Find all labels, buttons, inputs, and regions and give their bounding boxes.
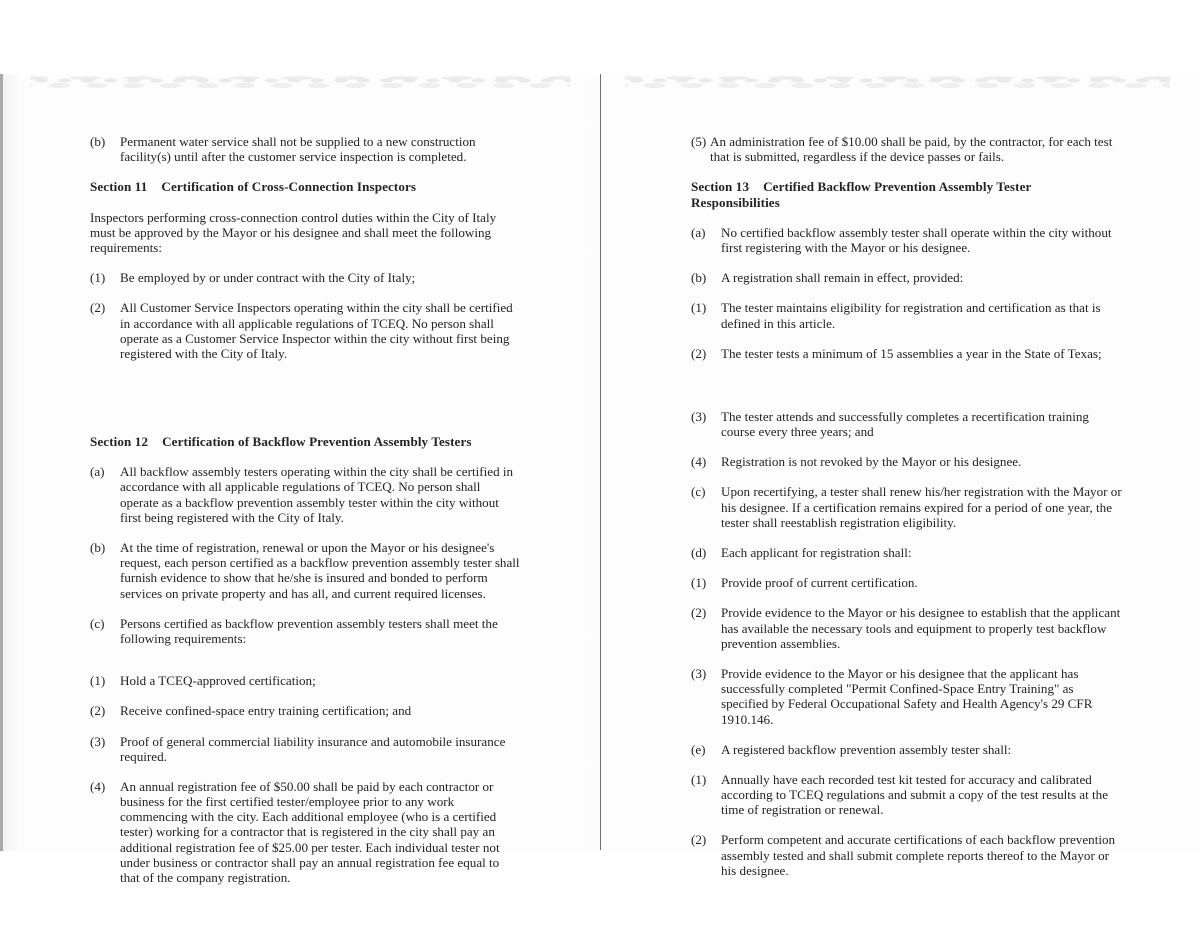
numbered-paragraph	[691, 409, 1123, 439]
numbered-paragraph	[90, 464, 522, 525]
paragraph-label: (a)	[90, 464, 105, 480]
paragraph-label: (b)	[90, 134, 106, 149]
numbered-paragraph	[691, 772, 1123, 818]
paragraph-text: Provide proof of current certification.	[721, 575, 918, 591]
paragraph-label: (c)	[691, 484, 706, 500]
paragraph-text: Hold a TCEQ-approved certification;	[120, 673, 316, 689]
paragraph-text: Annually have each recorded test kit tested for accuracy and calibrated according to TCEQ regulations and submit a copy of the test results at the time of registration or renewal.	[721, 771, 1109, 818]
paragraph-text: Provide evidence to the Mayor or his designee that the applicant has successfully completed "Permit Confined-Space Entry Training" as specified by Federal Occupational Safety and Health Agency's 29 CFR 1910.146.	[721, 665, 1093, 727]
paragraph-label: (2)	[691, 345, 707, 361]
paragraph-label: (1)	[90, 270, 106, 286]
section-number: Section 12	[90, 434, 149, 450]
paragraph-label: (3)	[90, 733, 106, 749]
page-right-text-column	[691, 134, 1123, 893]
paragraph-label: (1)	[691, 771, 707, 787]
paragraph-text: Perform competent and accurate certifications of each backflow prevention assembly tested and shall submit complete reports thereof to the Mayor or his designee.	[721, 832, 1116, 878]
numbered-paragraph	[691, 270, 1123, 285]
paragraph-label: (2)	[90, 703, 106, 719]
paragraph-label: (1)	[691, 300, 707, 316]
paragraph-text: All Customer Service Inspectors operating within the city shall be certified in accordance with all applicable regulations of TCEQ. No person shall operate as a Customer Service Inspector within the city without first being registered with the City of Italy.	[120, 300, 513, 361]
paragraph-label: (4)	[90, 778, 106, 794]
section-heading	[90, 179, 522, 194]
paragraph: Inspectors performing cross-connection control duties within the City of Italy must be approved by the Mayor or his designee and shall meet the following requirements:	[90, 209, 497, 255]
section-heading	[691, 179, 1123, 209]
paragraph-text: Proof of general commercial liability insurance and automobile insurance required.	[120, 733, 506, 764]
paragraph-text: A registration shall remain in effect, provided:	[721, 270, 964, 286]
page-left-text-column	[90, 134, 522, 900]
numbered-paragraph	[691, 346, 1123, 361]
paragraph-label: (b)	[691, 270, 707, 286]
section-number: Section 11	[90, 179, 148, 195]
numbered-paragraph	[90, 734, 522, 764]
scan-noise-top-right	[625, 74, 1170, 88]
section-title: Certification of Backflow Prevention Assembly Testers	[162, 434, 472, 450]
paragraph-text: An administration fee of $10.00 shall be paid, by the contractor, for each test that is submitted, regardless if the device passes or fails.	[710, 134, 1113, 165]
paragraph-label: (3)	[691, 408, 707, 424]
numbered-paragraph	[691, 300, 1123, 330]
paragraph-text: A registered backflow prevention assembly tester shall:	[721, 741, 1012, 757]
paragraph-text: Receive confined-space entry training certification; and	[120, 703, 412, 719]
numbered-paragraph	[691, 545, 1123, 560]
paragraph-label: (e)	[691, 741, 706, 757]
page-gutter-crease	[600, 74, 601, 850]
paragraph-text: Permanent water service shall not be supplied to a new construction facility(s) until after the customer service inspection is completed.	[120, 134, 476, 165]
paragraph-label: (1)	[90, 673, 106, 689]
paragraph-text: Each applicant for registration shall:	[721, 545, 912, 560]
numbered-paragraph	[90, 616, 522, 646]
blank-space	[90, 376, 522, 434]
scan-noise-top-left	[30, 74, 570, 88]
paragraph-text: All backflow assembly testers operating within the city shall be certified in accordance with all applicable regulations of TCEQ. No person shall operate as a backflow prevention assembly tester within the city without first being registered with the City of Italy.	[120, 464, 514, 525]
section-number: Section 13	[691, 179, 750, 195]
numbered-paragraph	[691, 832, 1123, 878]
paragraph-label: (4)	[691, 454, 707, 470]
paragraph-text: The tester maintains eligibility for registration and certification as that is defined in this article.	[721, 300, 1101, 331]
numbered-paragraph	[90, 134, 522, 164]
section-heading	[90, 434, 522, 449]
numbered-paragraph	[691, 225, 1123, 255]
paragraph-label: (5)	[691, 134, 707, 149]
paragraph-text: Persons certified as backflow prevention assembly testers shall meet the following requirements:	[120, 615, 498, 646]
paragraph-text: Registration is not revoked by the Mayor or his designee.	[721, 454, 1022, 470]
numbered-paragraph	[90, 300, 522, 361]
numbered-paragraph	[691, 742, 1123, 757]
numbered-paragraph	[691, 454, 1123, 469]
paragraph-text: No certified backflow assembly tester shall operate within the city without first registering with the Mayor or his designee.	[721, 224, 1112, 255]
section-title: Certified Backflow Prevention Assembly Tester Responsibilities	[691, 179, 1032, 210]
numbered-paragraph	[691, 134, 1123, 164]
paragraph-label: (3)	[691, 665, 707, 681]
paragraph-label: (b)	[90, 540, 106, 555]
paragraph-label: (d)	[691, 545, 707, 560]
paragraph-text: The tester attends and successfully completes a recertification training course every three years; and	[721, 408, 1089, 440]
paragraph-text: Upon recertifying, a tester shall renew his/her registration with the Mayor or his designee. If a certification remains expired for a period of one year, the tester shall reestablish registration eligibility.	[721, 484, 1122, 530]
numbered-paragraph	[90, 673, 522, 688]
numbered-paragraph	[90, 270, 522, 285]
numbered-paragraph	[90, 540, 522, 601]
numbered-paragraph	[691, 575, 1123, 590]
paragraph-text: Provide evidence to the Mayor or his designee to establish that the applicant has available the necessary tools and equipment to properly test backflow prevention assemblies.	[721, 605, 1121, 651]
numbered-paragraph	[691, 484, 1123, 530]
paragraph-label: (c)	[90, 615, 105, 631]
blank-space	[691, 376, 1123, 409]
paragraph-text: The tester tests a minimum of 15 assemblies a year in the State of Texas;	[721, 345, 1102, 361]
paragraph-text: Be employed by or under contract with the City of Italy;	[120, 270, 416, 286]
paragraph-label: (1)	[691, 575, 707, 591]
paragraph-text: At the time of registration, renewal or upon the Mayor or his designee's request, each person certified as a backflow prevention assembly tester shall furnish evidence to show that he/she is insured and bonded to perform services on private property and has all, and current required licenses.	[120, 540, 520, 601]
paragraph-text: An annual registration fee of $50.00 shall be paid by each contractor or business for the first certified tester/employee prior to any work commencing with the city. Each additional employee (who is a certified tester) working for a contractor that is registered in the city shall pay an additional registration fee of $25.00 per tester. Each individual tester not under business or contractor shall pay an annual registration fee equal to that of the company registration.	[120, 778, 500, 885]
paragraph-label: (2)	[691, 605, 707, 621]
blank-space	[90, 661, 522, 673]
section-title: Certification of Cross-Connection Inspectors	[161, 179, 417, 195]
paragraph-label: (2)	[691, 832, 707, 848]
paragraph-label: (2)	[90, 300, 106, 316]
numbered-paragraph	[90, 703, 522, 718]
numbered-paragraph	[691, 605, 1123, 651]
numbered-paragraph	[90, 779, 522, 885]
numbered-paragraph	[691, 666, 1123, 727]
paragraph-label: (a)	[691, 224, 706, 240]
